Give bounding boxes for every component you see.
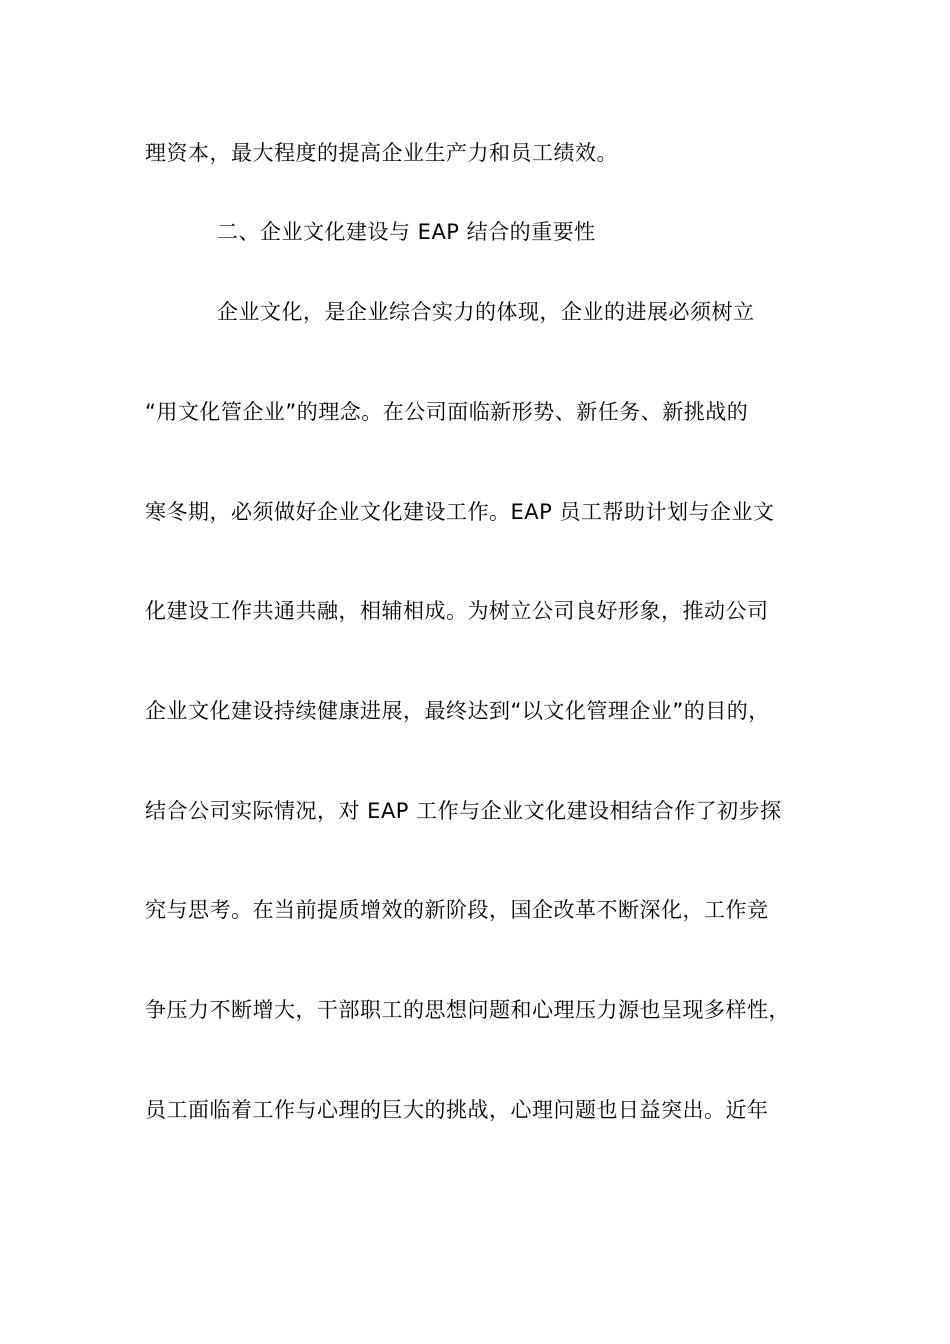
paragraph-line: 寒冬期，必须做好企业文化建设工作。EAP 员工帮助计划与企业文 (145, 500, 775, 524)
paragraph-line: 化建设工作共通共融，相辅相成。为树立公司良好形象，推动公司 (145, 599, 769, 623)
paragraph-line: 理资本，最大程度的提高企业生产力和员工绩效。 (145, 141, 618, 165)
paragraph-line: 企业文化建设持续健康进展，最终达到“以文化管理企业”的目的， (145, 699, 770, 723)
paragraph-line: “用文化管企业”的理念。在公司面临新形势、新任务、新挑战的 (145, 400, 749, 424)
paragraph-line: 结合公司实际情况，对 EAP 工作与企业文化建设相结合作了初步探 (145, 799, 782, 823)
paragraph-line: 员工面临着工作与心理的巨大的挑战，心理问题也日益突出。近年 (145, 1098, 769, 1122)
paragraph-line: 究与思考。在当前提质增效的新阶段，国企改革不断深化，工作竞 (145, 898, 769, 922)
section-heading: 二、企业文化建设与 EAP 结合的重要性 (217, 220, 596, 244)
paragraph-line: 争压力不断增大，干部职工的思想问题和心理压力源也呈现多样性， (145, 998, 790, 1022)
paragraph-line: 企业文化，是企业综合实力的体现，企业的进展必须树立 (217, 300, 755, 324)
